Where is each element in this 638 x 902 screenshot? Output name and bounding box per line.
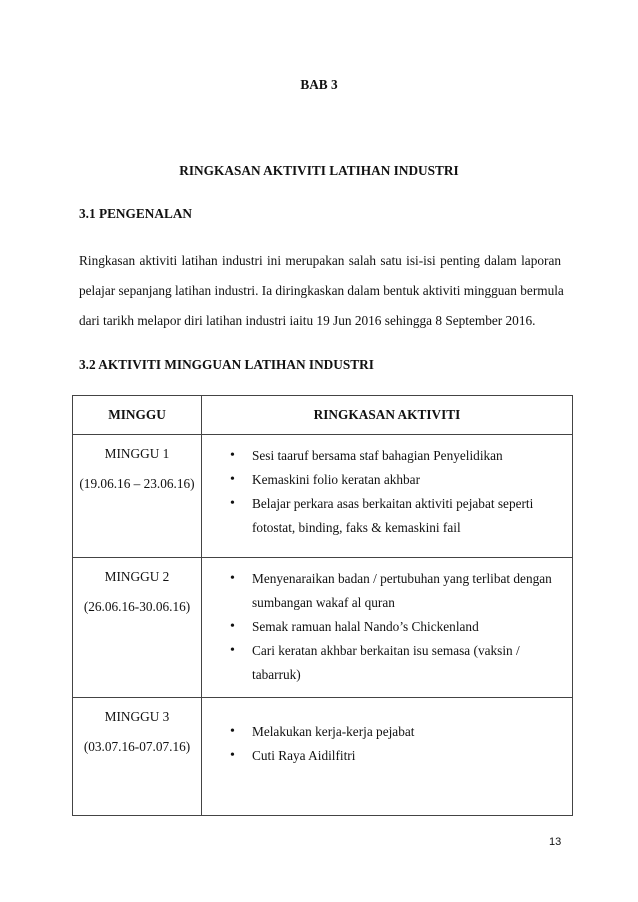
list-item: • Melakukan kerja-kerja pejabat — [226, 720, 564, 744]
table-row — [73, 698, 573, 816]
table-row — [73, 558, 573, 698]
list-item: • Cari keratan akhbar berkaitan isu semasa (vaksin / tabarruk) — [226, 639, 564, 687]
activity-list — [202, 435, 572, 540]
week-dates: (03.07.16-07.07.16) — [83, 739, 191, 754]
page-number: 13 — [549, 836, 562, 848]
activity-list — [202, 698, 572, 768]
list-item: • Cuti Raya Aidilfitri — [226, 744, 564, 768]
weekly-activity-table — [72, 395, 573, 816]
chapter-title: RINGKASAN AKTIVITI LATIHAN INDUSTRI — [179, 163, 459, 178]
chapter-label: BAB 3 — [300, 77, 338, 92]
paragraph-line: Ringkasan aktiviti latihan industri ini merupakan salah satu isi-isi penting dalam laporan — [79, 253, 561, 268]
list-item: • Belajar perkara asas berkaitan aktiviti pejabat seperti fotostat, binding, faks & kemaskini fail — [226, 492, 564, 540]
section-heading-introduction: 3.1 PENGENALAN — [79, 206, 193, 221]
activity-list — [202, 558, 572, 687]
column-header-week: MINGGU — [73, 396, 202, 435]
week-label: MINGGU 3 — [104, 709, 170, 724]
activities-cell — [202, 698, 573, 816]
week-label: MINGGU 2 — [104, 569, 170, 584]
week-cell — [73, 435, 202, 558]
paragraph-line: pelajar sepanjang latihan industri. Ia diringkaskan dalam bentuk aktiviti mingguan bermula — [79, 283, 564, 298]
week-cell — [73, 698, 202, 816]
activities-cell — [202, 435, 573, 558]
list-item: • Kemaskini folio keratan akhbar — [226, 468, 564, 492]
week-cell — [73, 558, 202, 698]
section-heading-weekly-activities: 3.2 AKTIVITI MINGGUAN LATIHAN INDUSTRI — [79, 357, 374, 372]
table-header-row — [73, 396, 573, 435]
week-dates: (19.06.16 – 23.06.16) — [79, 476, 195, 491]
activities-cell — [202, 558, 573, 698]
list-item: • Menyenaraikan badan / pertubuhan yang terlibat dengan sumbangan wakaf al quran — [226, 567, 564, 615]
table-row — [73, 435, 573, 558]
list-item: • Sesi taaruf bersama staf bahagian Penyelidikan — [226, 444, 564, 468]
introduction-paragraph — [79, 246, 564, 336]
week-dates: (26.06.16-30.06.16) — [83, 599, 191, 614]
week-label: MINGGU 1 — [104, 446, 170, 461]
list-item: • Semak ramuan halal Nando’s Chickenland — [226, 615, 564, 639]
paragraph-line: dari tarikh melapor diri latihan industri iaitu 19 Jun 2016 sehingga 8 September 2016. — [79, 313, 536, 328]
column-header-summary: RINGKASAN AKTIVITI — [202, 396, 573, 435]
